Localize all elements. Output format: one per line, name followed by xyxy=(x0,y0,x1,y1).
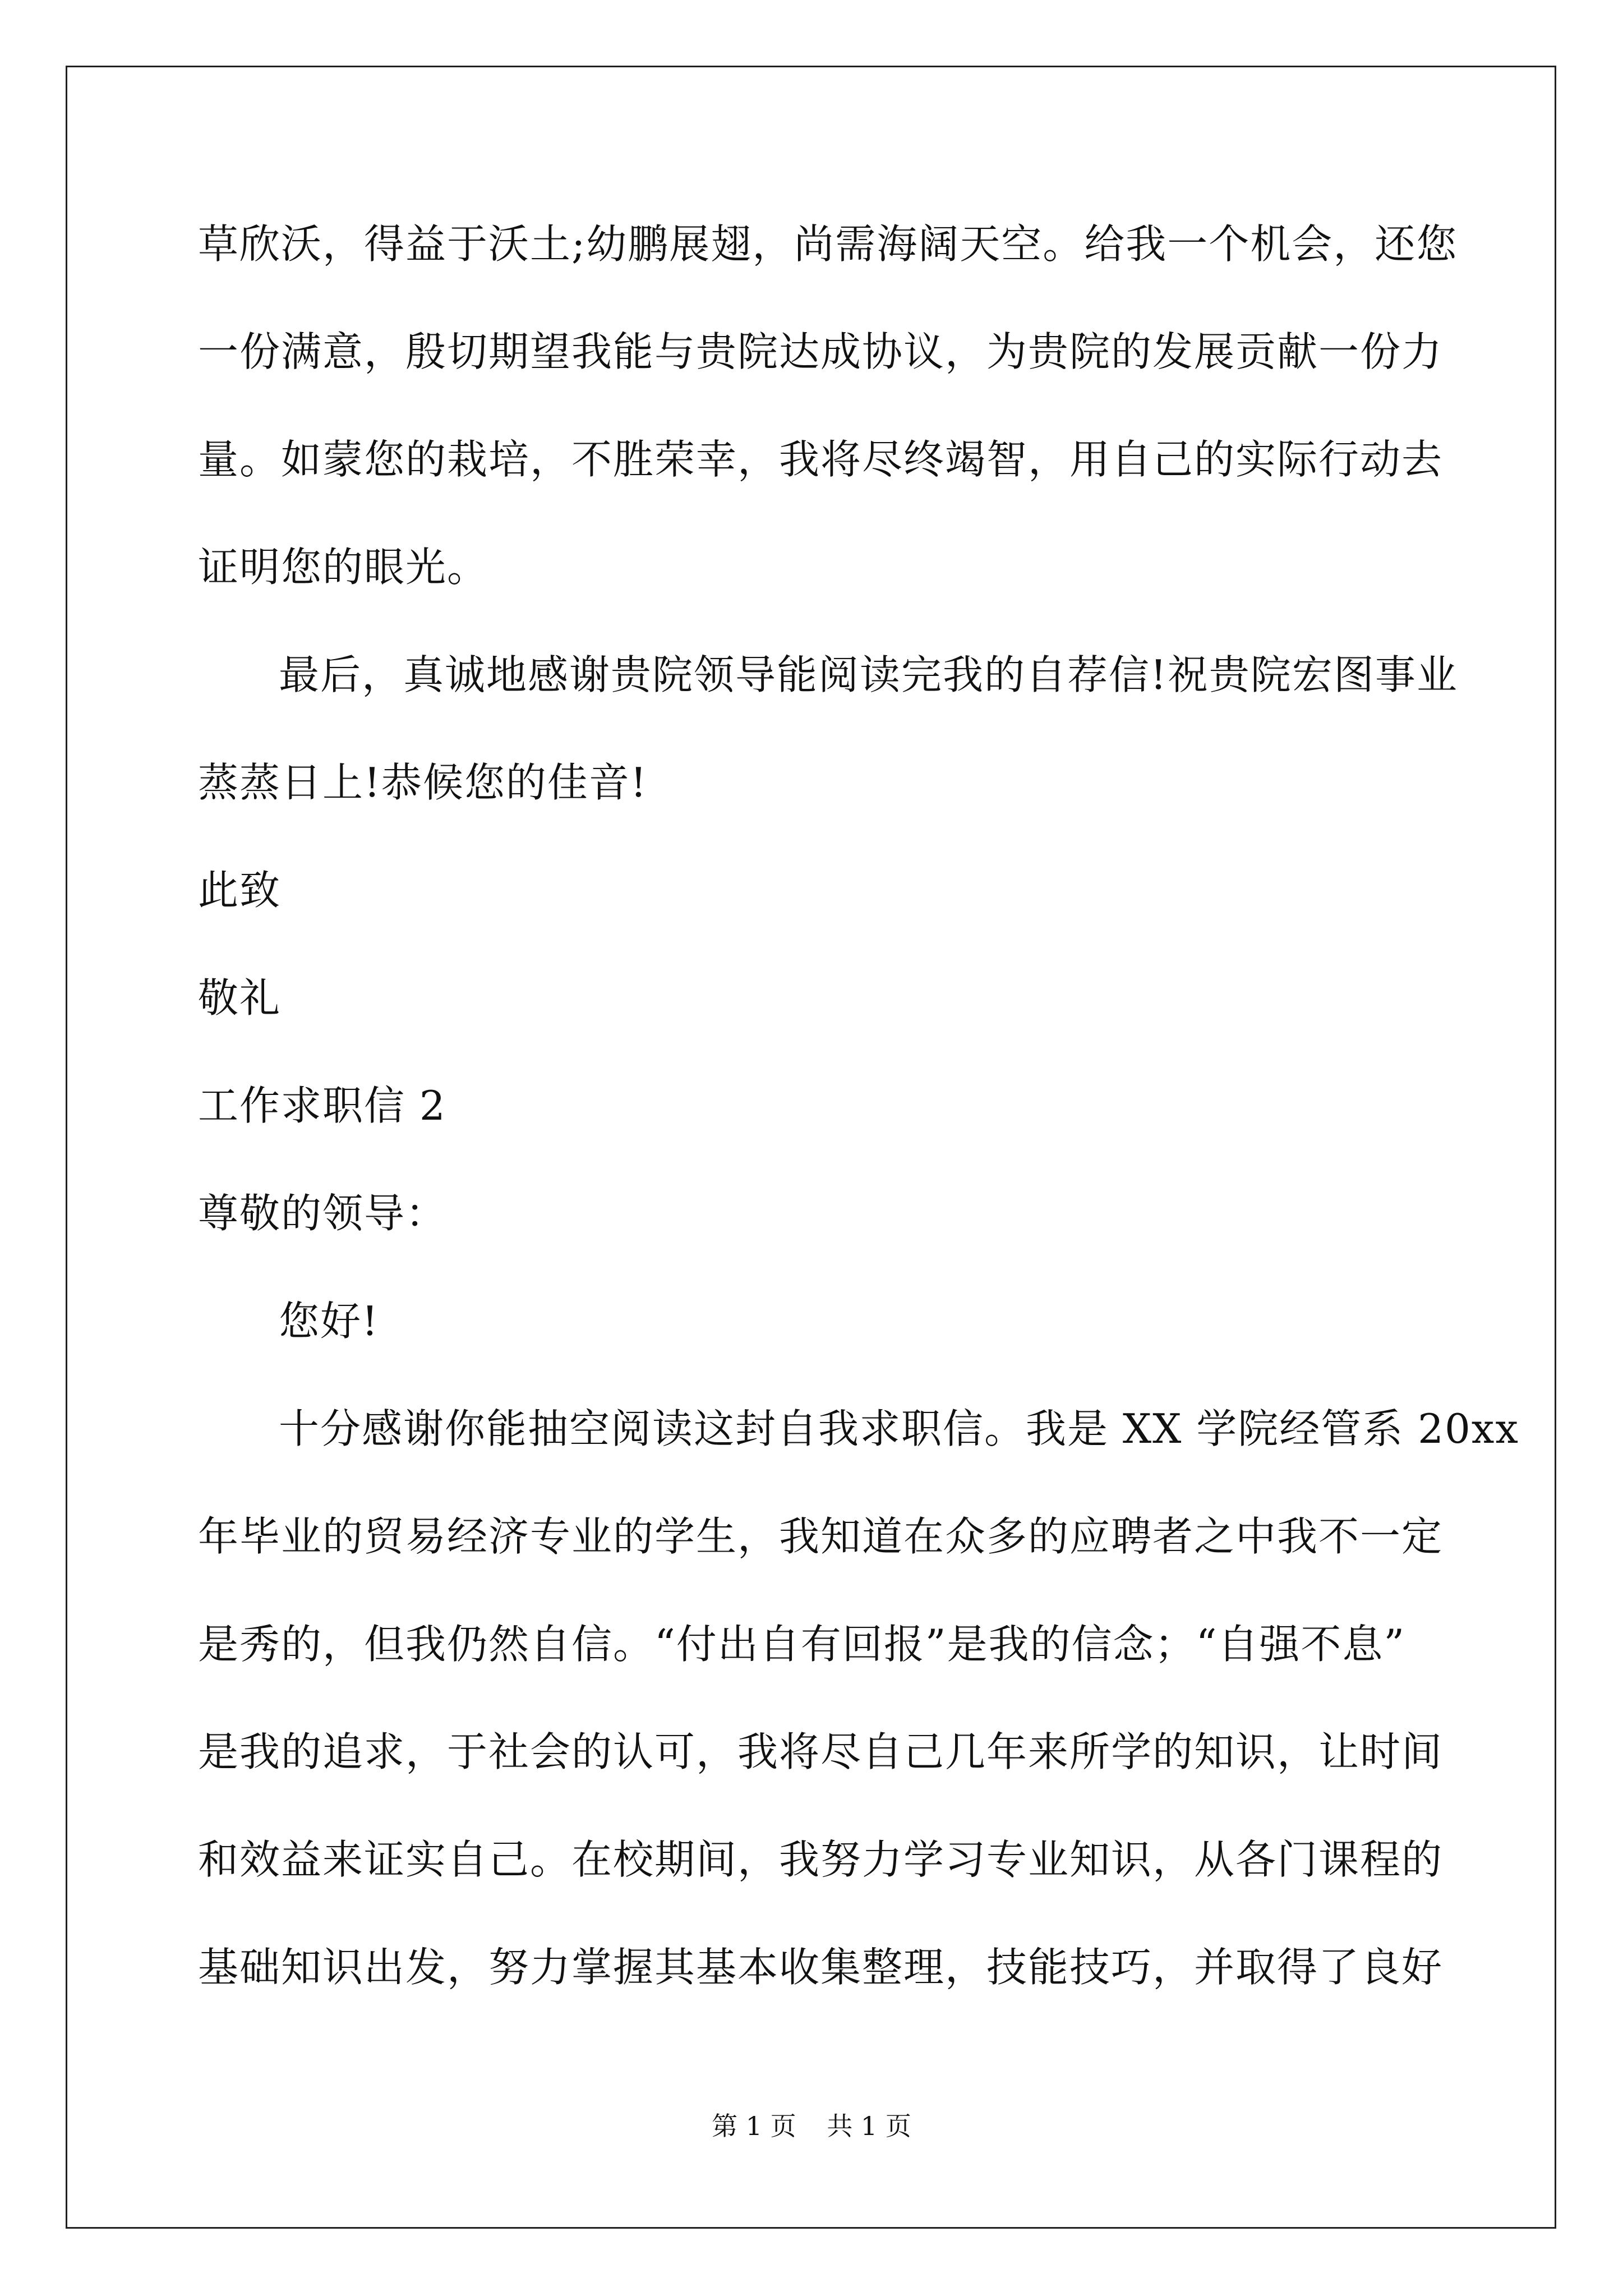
salutation: 尊敬的领导： xyxy=(198,1190,448,1237)
text-line: 是我的追求，于社会的认可，我将尽自己几年来所学的知识，让时间 xyxy=(198,1728,1444,1775)
text-line: 最后，真诚地感谢贵院领导能阅读完我的自荐信!祝贵院宏图事业 xyxy=(279,651,1458,698)
text-line: 草欣沃，得益于沃土;幼鹏展翅，尚需海阔天空。给我一个机会，还您 xyxy=(198,220,1458,268)
page-number: 第 1 页 xyxy=(712,2111,796,2141)
section-heading: 工作求职信 2 xyxy=(198,1082,446,1129)
greeting: 您好! xyxy=(279,1297,379,1345)
page-total: 共 1 页 xyxy=(827,2111,911,2141)
text-line: 和效益来证实自己。在校期间，我努力学习专业知识，从各门课程的 xyxy=(198,1836,1444,1883)
text-line: 是秀的，但我仍然自信。“付出自有回报”是我的信念；“自强不息” xyxy=(198,1621,1406,1668)
text-line: 量。如蒙您的栽培，不胜荣幸，我将尽终竭智，用自己的实际行动去 xyxy=(198,436,1444,483)
page-border xyxy=(66,66,1556,2229)
text-line: 一份满意，殷切期望我能与贵院达成协议，为贵院的发展贡献一份力 xyxy=(198,328,1444,375)
text-line: 证明您的眼光。 xyxy=(198,544,489,591)
page-footer xyxy=(0,2109,1623,2143)
text-line: 年毕业的贸易经济专业的学生，我知道在众多的应聘者之中我不一定 xyxy=(198,1513,1444,1560)
closing-line: 此致 xyxy=(198,867,282,914)
closing-line: 敬礼 xyxy=(198,974,282,1022)
text-line: 十分感谢你能抽空阅读这封自我求职信。我是 XX 学院经管系 20xx xyxy=(279,1405,1520,1452)
text-line: 蒸蒸日上!恭候您的佳音! xyxy=(198,759,648,806)
text-line: 基础知识出发，努力掌握其基本收集整理，技能技巧，并取得了良好 xyxy=(198,1944,1444,1991)
